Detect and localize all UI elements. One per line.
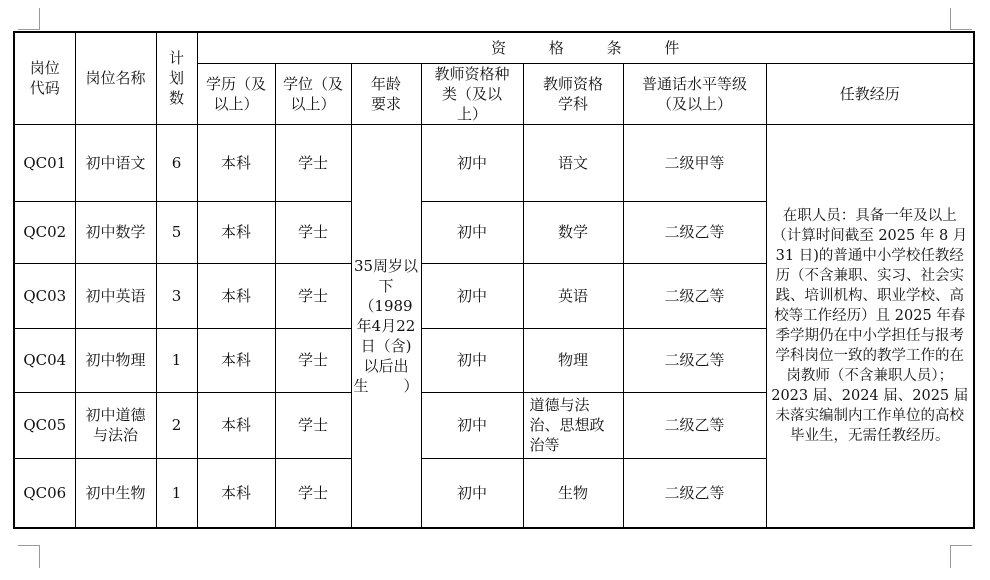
cell-name: 初中道德与法治 (75, 392, 156, 458)
cell-mandarin: 二级乙等 (623, 328, 766, 392)
cell-degree: 学士 (275, 124, 351, 201)
cell-experience (766, 124, 974, 528)
cell-mandarin: 二级乙等 (623, 392, 766, 458)
cell-mandarin: 二级乙等 (623, 263, 766, 328)
header-mandarin: 普通话水平等级（及以上） (623, 63, 766, 124)
cell-mandarin: 二级乙等 (623, 201, 766, 263)
cell-cert-type: 初中 (421, 392, 523, 458)
cell-education: 本科 (197, 392, 275, 458)
cell-name: 初中物理 (75, 328, 156, 392)
cell-education: 本科 (197, 328, 275, 392)
cell-cert-subject: 物理 (523, 328, 623, 392)
cell-education: 本科 (197, 458, 275, 528)
cell-education: 本科 (197, 201, 275, 263)
cell-plan: 2 (156, 392, 197, 458)
cell-degree: 学士 (275, 263, 351, 328)
cell-degree: 学士 (275, 328, 351, 392)
crop-mark-top-left (18, 8, 40, 30)
cell-name: 初中数学 (75, 201, 156, 263)
header-code: 岗位代码 (14, 32, 75, 124)
cell-cert-subject: 数学 (523, 201, 623, 263)
cell-plan: 3 (156, 263, 197, 328)
cell-cert-type: 初中 (421, 201, 523, 263)
cell-cert-subject: 英语 (523, 263, 623, 328)
cell-code: QC02 (14, 201, 75, 263)
cell-name: 初中英语 (75, 263, 156, 328)
header-education: 学历（及以上） (197, 63, 275, 124)
crop-mark-bottom-left (18, 545, 40, 568)
experience-paragraph-2: 2023 届、2024 届、2025 届未落实编制内工作单位的高校毕业生，无需任教经历。 (771, 387, 969, 444)
experience-paragraph-1: 在职人员：具备一年及以上（计算时间截至 2025 年 8 月 31 日)的普通中小学校任教经历（不含兼职、实习、社会实践、培训机构、职业学校、高校等工作经历）且 2025 年春季学期仍在中小学担任与报考学科岗位一致的教学工作的在岗教师（不含兼职人员）； (772, 207, 968, 384)
header-plan: 计划数 (156, 32, 197, 124)
header-name: 岗位名称 (75, 32, 156, 124)
cell-degree: 学士 (275, 458, 351, 528)
recruitment-table (13, 31, 975, 529)
header-age: 年龄要求 (351, 63, 421, 124)
cell-age-requirement: 35周岁以下（1989年4月22日（含)以后出生） (351, 124, 421, 528)
cell-cert-type: 初中 (421, 263, 523, 328)
cell-name: 初中语文 (75, 124, 156, 201)
cell-code: QC01 (14, 124, 75, 201)
cell-plan: 5 (156, 201, 197, 263)
header-conditions (197, 32, 974, 63)
cell-name: 初中生物 (75, 458, 156, 528)
conditions-label: 资 格 条 件 (491, 38, 680, 57)
cell-degree: 学士 (275, 201, 351, 263)
table-row (14, 124, 974, 201)
cell-plan: 6 (156, 124, 197, 201)
header-cert-subject: 教师资格学科 (523, 63, 623, 124)
header-experience: 任教经历 (766, 63, 974, 124)
cell-mandarin: 二级乙等 (623, 458, 766, 528)
cell-cert-type: 初中 (421, 328, 523, 392)
cell-code: QC03 (14, 263, 75, 328)
cell-code: QC05 (14, 392, 75, 458)
cell-plan: 1 (156, 328, 197, 392)
cell-code: QC04 (14, 328, 75, 392)
cell-cert-subject: 语文 (523, 124, 623, 201)
cell-education: 本科 (197, 263, 275, 328)
crop-mark-bottom-right (950, 545, 972, 568)
cell-cert-type: 初中 (421, 458, 523, 528)
cell-cert-subject: 生物 (523, 458, 623, 528)
header-cert-type: 教师资格种类（及以上） (421, 63, 523, 124)
header-degree: 学位（及以上） (275, 63, 351, 124)
cell-plan: 1 (156, 458, 197, 528)
cell-mandarin: 二级甲等 (623, 124, 766, 201)
cell-cert-subject: 道德与法治、思想政治等 (523, 392, 623, 458)
cell-cert-type: 初中 (421, 124, 523, 201)
cell-education: 本科 (197, 124, 275, 201)
cell-degree: 学士 (275, 392, 351, 458)
cell-code: QC06 (14, 458, 75, 528)
crop-mark-top-right (950, 8, 972, 30)
